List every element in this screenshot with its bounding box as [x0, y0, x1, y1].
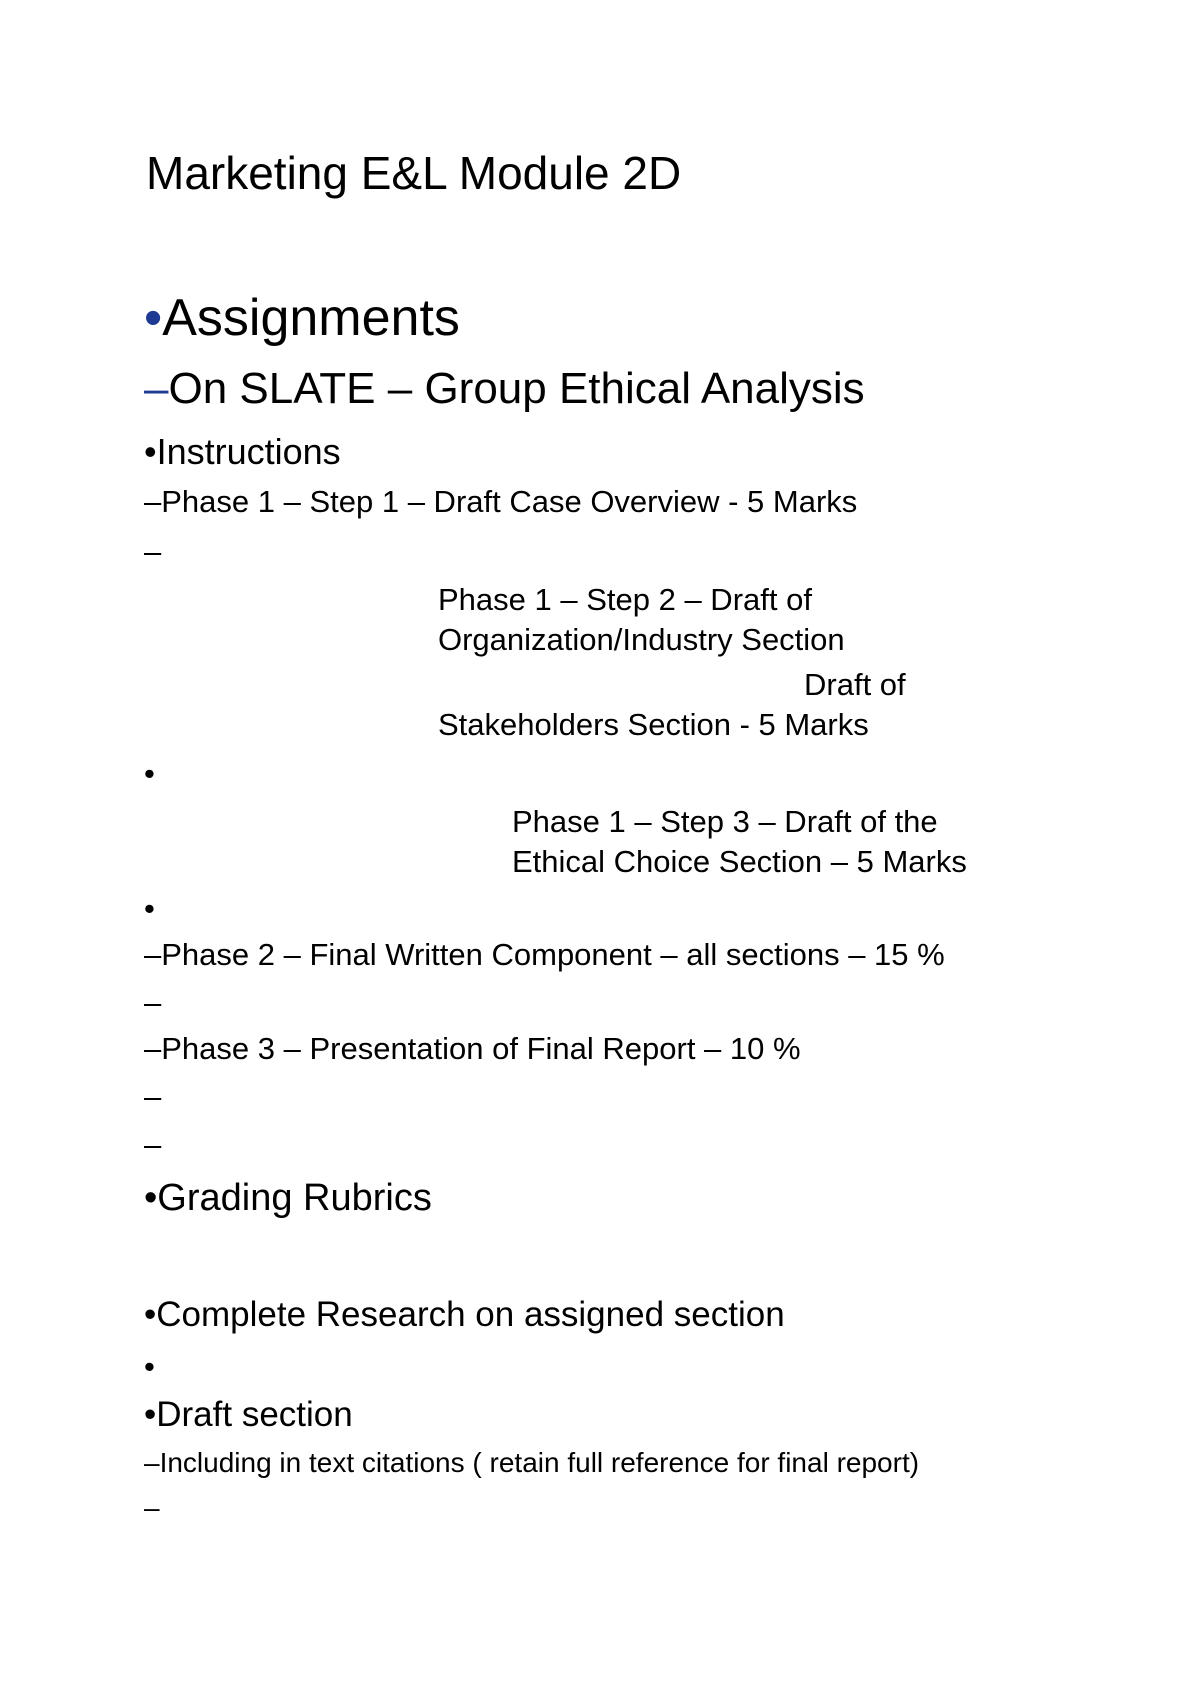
- empty-bullet-line: •: [144, 891, 155, 926]
- phase2-line: –Phase 2 – Final Written Component – all sections – 15 %: [144, 937, 945, 972]
- slate-text: On SLATE – Group Ethical Analysis: [168, 364, 865, 413]
- instructions-line: •Instructions: [144, 431, 341, 472]
- empty-dash-line: –: [144, 1127, 162, 1162]
- complete-research-line: •Complete Research on assigned section: [144, 1295, 785, 1334]
- grading-rubrics-line: •Grading Rubrics: [144, 1177, 432, 1219]
- citations-line: –Including in text citations ( retain full reference for final report): [144, 1447, 920, 1478]
- assignments-heading: [144, 290, 460, 347]
- empty-dash-line: –: [144, 534, 162, 569]
- phase1-step3-line1: Phase 1 – Step 3 – Draft of the: [512, 804, 938, 839]
- phase1-step3-block: [512, 802, 967, 882]
- assignments-label: Assignments: [162, 289, 460, 347]
- page-title: Marketing E&L Module 2D: [146, 147, 682, 199]
- empty-bullet-line: •: [144, 756, 155, 791]
- phase1-step2-line1: Phase 1 – Step 2 – Draft of: [438, 582, 812, 617]
- slate-line: [144, 365, 865, 413]
- phase1-step2-line4: Stakeholders Section - 5 Marks: [438, 707, 869, 742]
- phase1-step1-line: –Phase 1 – Step 1 – Draft Case Overview - 5 Marks: [144, 484, 858, 519]
- empty-dash-line: –: [144, 1079, 162, 1114]
- phase1-step2-block: [438, 580, 845, 660]
- slate-dash: –: [144, 364, 169, 413]
- empty-dash-line: –: [144, 985, 162, 1020]
- phase1-step2-line2: Organization/Industry Section: [438, 622, 845, 657]
- empty-bullet-line: •: [144, 1349, 155, 1384]
- phase1-step2-line3: Draft of: [804, 667, 906, 702]
- phase1-step3-line2: Ethical Choice Section – 5 Marks: [512, 844, 967, 879]
- phase3-line: –Phase 3 – Presentation of Final Report – 10 %: [144, 1031, 801, 1066]
- empty-dash-line: –: [144, 1492, 160, 1523]
- draft-section-line: •Draft section: [144, 1395, 353, 1434]
- assignments-bullet: •: [144, 289, 163, 347]
